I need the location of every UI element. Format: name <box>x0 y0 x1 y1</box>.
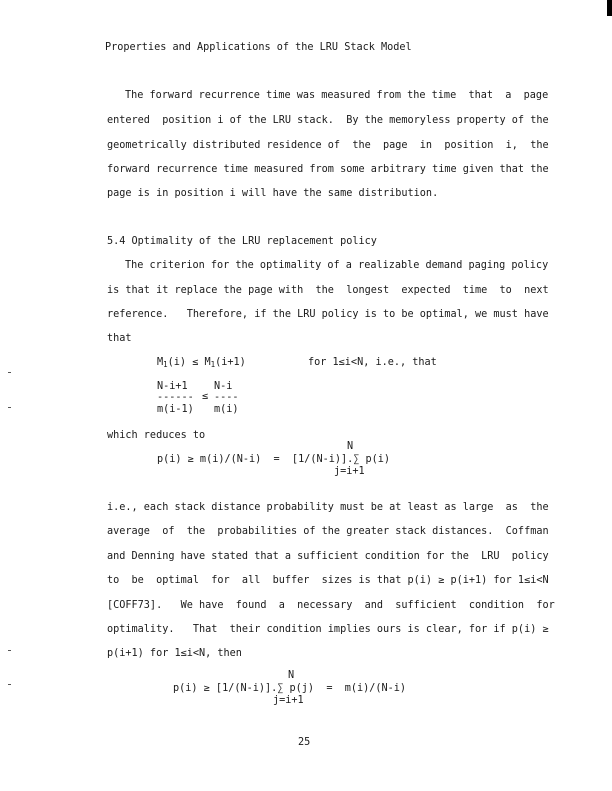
para1-line: geometrically distributed residence of the page in position i, the <box>107 140 549 151</box>
page-number: 25 <box>298 737 311 748</box>
para3-line: optimality. That their condition implies ours is clear, for if p(i) ≥ <box>107 624 549 635</box>
para3-line: p(i+1) for 1≤i<N, then <box>107 648 242 659</box>
scan-corner-mark <box>607 0 612 16</box>
fraction-relation: ≤ <box>202 391 209 402</box>
fraction-bar-left: ------ <box>157 392 194 403</box>
para1-line: The forward recurrence time was measured from the time that a page <box>125 90 549 101</box>
reduces-text: which reduces to <box>107 430 206 441</box>
para3-line: i.e., each stack distance probability must be at least as large as the <box>107 502 549 513</box>
para2-line: The criterion for the optimality of a realizable demand paging policy <box>125 260 549 271</box>
para1-line: forward recurrence time measured from some arbitrary time given that the <box>107 164 549 175</box>
para3-line: [COFF73]. We have found a necessary and sufficient condition for <box>107 600 555 611</box>
fraction-denominator-left: m(i-1) <box>157 404 194 415</box>
scan-mark <box>8 372 11 373</box>
para2-line: reference. Therefore, if the LRU policy is to be optimal, we must have <box>107 309 549 320</box>
fraction-numerator-right: N-i <box>214 381 233 392</box>
para3-line: to be optimal for all buffer sizes is that p(i) ≥ p(i+1) for 1≤i<N <box>107 575 549 586</box>
scan-mark <box>8 407 11 408</box>
para1-line: page is in position i will have the same distribution. <box>107 188 439 199</box>
sum-lower-limit: j=i+1 <box>273 695 304 706</box>
fraction-numerator-left: N-i+1 <box>157 381 188 392</box>
running-header: Properties and Applications of the LRU Stack Model <box>105 42 412 53</box>
para2-line: that <box>107 333 132 344</box>
equation-final: p(i) ≥ [1/(N-i)].∑ p(j) = m(i)/(N-i) <box>173 683 407 694</box>
scan-mark <box>8 684 11 685</box>
sum-lower-limit: j=i+1 <box>334 466 365 477</box>
para1-line: entered position i of the LRU stack. By the memoryless property of the <box>107 115 549 126</box>
equation-condition: for 1≤i<N, i.e., that <box>308 357 437 368</box>
fraction-bar-right: ---- <box>214 392 239 403</box>
scan-mark <box>8 650 11 651</box>
sum-upper-limit: N <box>288 670 295 681</box>
para3-line: average of the probabilities of the greater stack distances. Coffman <box>107 526 549 537</box>
para2-line: is that it replace the page with the longest expected time to next <box>107 285 549 296</box>
sum-upper-limit: N <box>347 441 354 452</box>
equation-reduced: p(i) ≥ m(i)/(N-i) = [1/(N-i)].∑ p(i) <box>157 454 391 465</box>
fraction-denominator-right: m(i) <box>214 404 239 415</box>
section-heading: 5.4 Optimality of the LRU replacement policy <box>107 236 377 247</box>
equation-inequality-M: $M_1(i) \le M_1(i+1)$ <box>157 357 246 369</box>
para3-line: and Denning have stated that a sufficient condition for the LRU policy <box>107 551 549 562</box>
